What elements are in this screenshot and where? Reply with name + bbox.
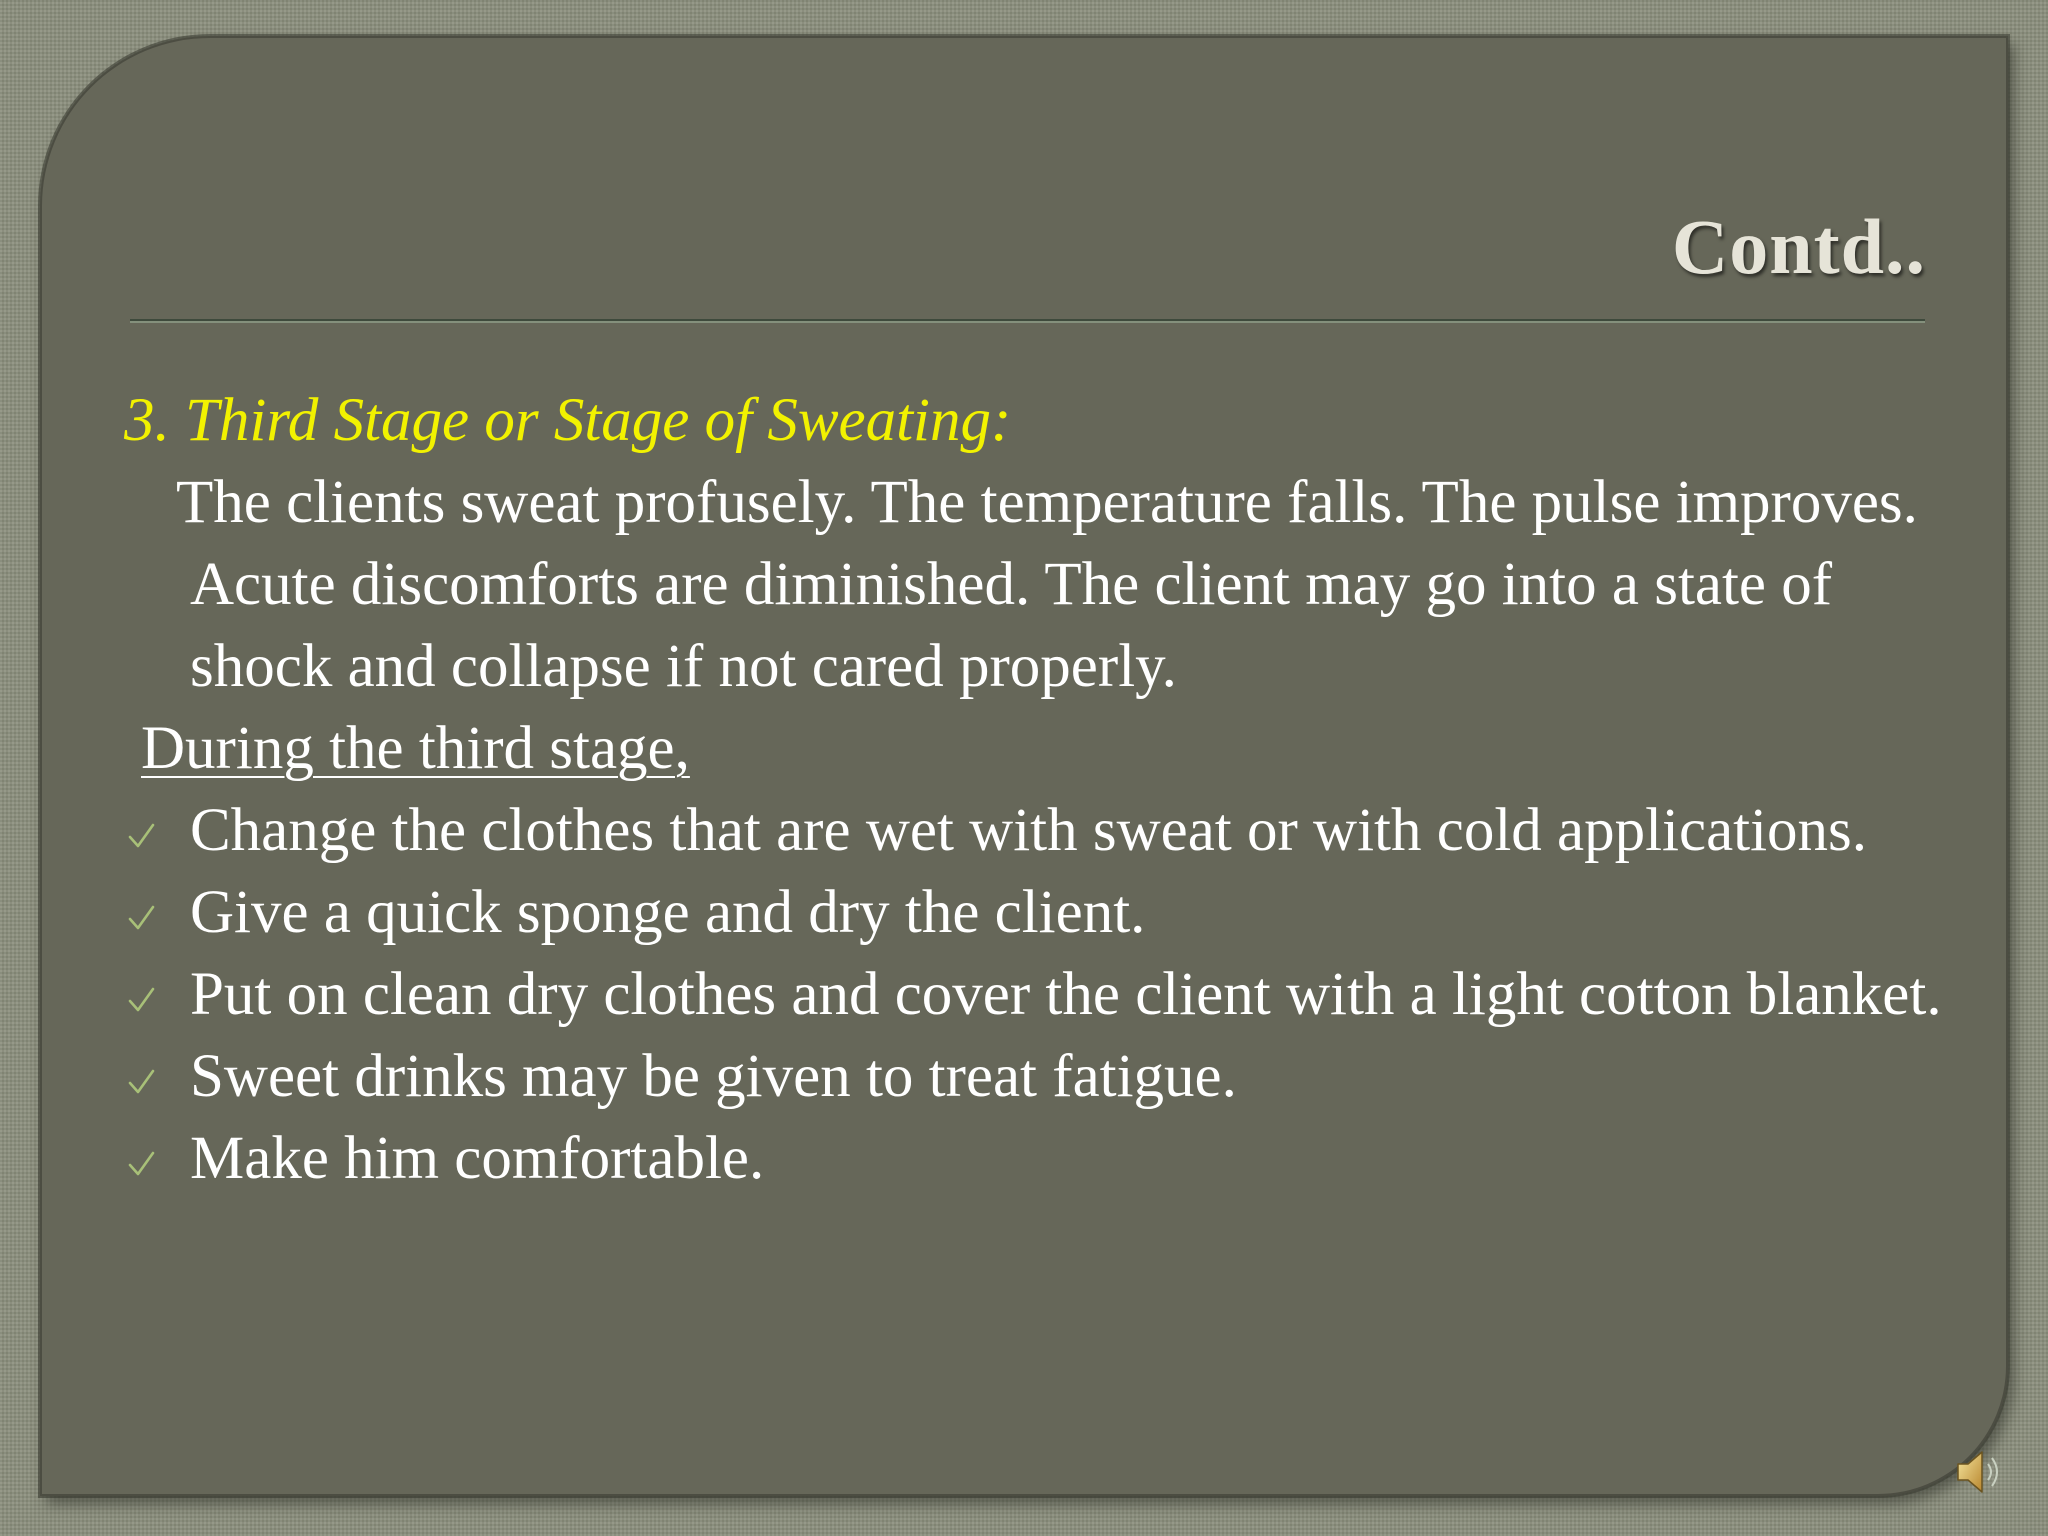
stage-description: The clients sweat profusely. The temperature falls. The pulse improves. Acute discomforts are diminished. The client may go into a state of shock and collapse if not cared properly. <box>176 469 1918 700</box>
list-item-text: Change the clothes that are wet with sweat or with cold applications. <box>190 797 1868 864</box>
title-divider <box>130 319 1925 323</box>
checkmark-icon <box>124 1036 164 1118</box>
list-item-text: Sweet drinks may be given to treat fatigue. <box>190 1043 1237 1110</box>
list-item-text: Put on clean dry clothes and cover the client with a light cotton blanket. <box>190 961 1942 1028</box>
checkmark-icon <box>124 790 164 872</box>
list-item <box>124 872 1954 954</box>
checkmark-icon <box>124 872 164 954</box>
section-heading: 3. Third Stage or Stage of Sweating: <box>124 387 1012 454</box>
list-item <box>124 1118 1954 1200</box>
list-item <box>124 954 1954 1036</box>
care-subheading: During the third stage, <box>141 715 690 782</box>
list-item <box>124 1036 1954 1118</box>
speaker-icon[interactable] <box>1954 1444 2002 1500</box>
list-item-text: Give a quick sponge and dry the client. <box>190 879 1146 946</box>
slide-content <box>124 380 1954 1200</box>
list-item <box>124 790 1954 872</box>
care-list <box>124 790 1954 1200</box>
slide-title: Contd.. <box>1671 203 1926 290</box>
checkmark-icon <box>124 954 164 1036</box>
checkmark-icon <box>124 1118 164 1200</box>
list-item-text: Make him comfortable. <box>190 1125 765 1192</box>
